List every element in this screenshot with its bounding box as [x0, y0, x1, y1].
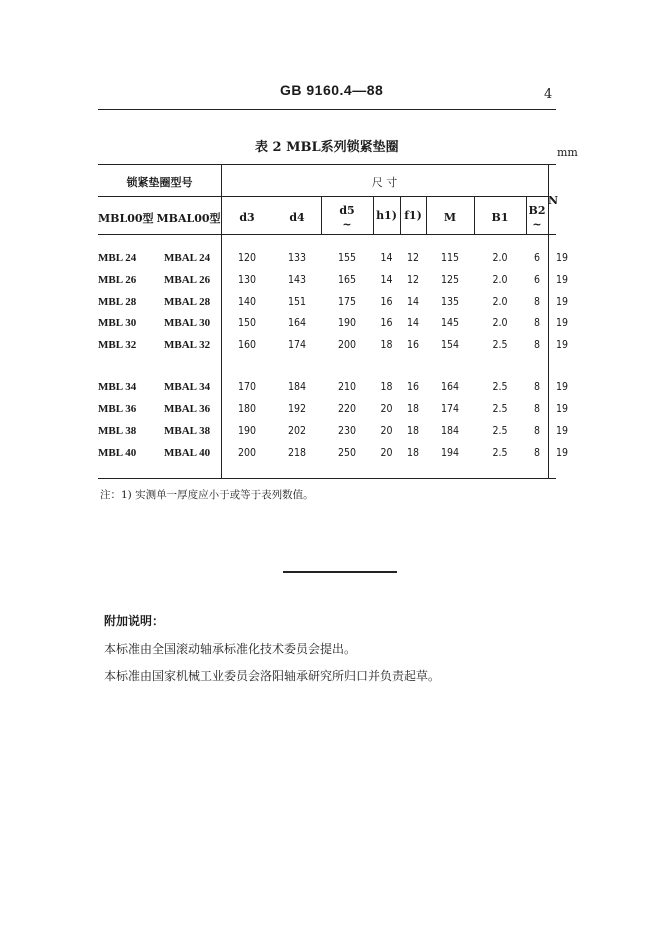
table-cell: 170	[237, 381, 257, 393]
table-cell: 190	[237, 425, 257, 437]
table-cell: 14	[380, 252, 393, 264]
table-cell: 19	[555, 339, 569, 351]
model-group-rule	[98, 196, 221, 197]
table-cell: 120	[237, 252, 257, 264]
standard-number: GB 9160.4—88	[280, 82, 384, 98]
table-cell: 20	[380, 447, 393, 459]
table-cell: 16	[406, 339, 420, 351]
table-cell: 20	[380, 425, 393, 437]
col-mbal-header: MBAL00型	[156, 212, 221, 225]
table-cell: 140	[237, 296, 257, 308]
col-M-header: M	[443, 211, 457, 224]
size-group-rule	[221, 196, 548, 197]
table-cell: MBAL 36	[164, 403, 211, 415]
table-cell: MBL 32	[98, 339, 137, 351]
col-B2-header: B2	[528, 204, 546, 217]
table-cell: 16	[380, 317, 393, 329]
table-cell: 18	[406, 403, 420, 415]
table-cell: 155	[337, 252, 357, 264]
table-cell: 145	[440, 317, 460, 329]
table-cell: 2.5	[492, 381, 508, 393]
header-rule	[98, 109, 556, 110]
table-cell: 14	[380, 274, 393, 286]
table-cell: 6	[533, 274, 540, 286]
table-cell: 8	[533, 296, 540, 308]
table-cell: 8	[533, 381, 540, 393]
table-cell: 8	[533, 425, 540, 437]
table-cell: 218	[287, 447, 307, 459]
col-f-header: f1)	[404, 209, 422, 222]
table-cell: 192	[287, 403, 307, 415]
col-B2-approx: ~	[532, 218, 542, 231]
table-cell: 175	[337, 296, 357, 308]
table-cell: 2.0	[492, 296, 508, 308]
additional-line-2: 本标准由国家机械工业委员会洛阳轴承研究所归口并负责起草。	[104, 669, 441, 683]
additional-line-1: 本标准由全国滚动轴承标准化技术委员会提出。	[104, 642, 357, 656]
table-cell: 19	[555, 317, 569, 329]
table-cell: MBL 40	[98, 447, 137, 459]
col-mbl-header: MBL00型	[98, 212, 154, 225]
table-cell: 133	[287, 252, 307, 264]
table-cell: 16	[406, 381, 420, 393]
table-cell: MBAL 38	[164, 425, 211, 437]
table-cell: MBAL 30	[164, 317, 211, 329]
header-bottom-rule	[98, 234, 556, 235]
table-cell: 6	[533, 252, 540, 264]
table-cell: 2.5	[492, 339, 508, 351]
table-cell: 200	[237, 447, 257, 459]
table-unit: mm	[557, 146, 578, 159]
col-N-header: N	[548, 194, 559, 207]
col-h-header: h1)	[376, 209, 397, 222]
table-cell: 19	[555, 252, 569, 264]
group-model-header: 锁紧垫圈型号	[126, 176, 193, 189]
table-title: 表 2 MBL系列锁紧垫圈	[255, 140, 399, 155]
table-bottom-rule	[98, 478, 556, 479]
table-cell: 8	[533, 447, 540, 459]
table-cell: 160	[237, 339, 257, 351]
table-cell: 164	[440, 381, 460, 393]
table-cell: MBL 24	[98, 252, 137, 264]
table-top-rule	[98, 164, 556, 165]
table-cell: 19	[555, 296, 569, 308]
table-cell: 2.0	[492, 252, 508, 264]
table-cell: 154	[440, 339, 460, 351]
col-B1-header: B1	[491, 211, 509, 224]
table-cell: 184	[287, 381, 307, 393]
section-divider	[283, 571, 397, 573]
table-cell: 194	[440, 447, 460, 459]
table-cell: 2.5	[492, 403, 508, 415]
table-cell: 150	[237, 317, 257, 329]
table-cell: 210	[337, 381, 357, 393]
table-cell: 8	[533, 339, 540, 351]
table-cell: 19	[555, 274, 569, 286]
table-cell: MBAL 32	[164, 339, 211, 351]
table-cell: 250	[337, 447, 357, 459]
col-d5-header: d5	[339, 204, 355, 217]
table-cell: 8	[533, 403, 540, 415]
table-cell: 12	[406, 274, 420, 286]
table-cell: MBL 36	[98, 403, 137, 415]
table-cell: MBAL 26	[164, 274, 211, 286]
table-cell: MBAL 24	[164, 252, 211, 264]
table-cell: 2.0	[492, 317, 508, 329]
table-cell: 190	[337, 317, 357, 329]
table-cell: MBL 38	[98, 425, 137, 437]
table-cell: 14	[406, 317, 420, 329]
table-cell: 2.5	[492, 425, 508, 437]
table-cell: 130	[237, 274, 257, 286]
table-cell: 16	[380, 296, 393, 308]
table-cell: MBL 28	[98, 296, 137, 308]
table-cell: 19	[555, 447, 569, 459]
table-cell: 180	[237, 403, 257, 415]
table-cell: MBL 26	[98, 274, 137, 286]
table-cell: 174	[287, 339, 307, 351]
table-cell: 230	[337, 425, 357, 437]
table-cell: 18	[380, 339, 393, 351]
page-number: 4	[544, 87, 553, 102]
table-cell: 165	[337, 274, 357, 286]
table-cell: MBAL 40	[164, 447, 211, 459]
table-cell: 19	[555, 381, 569, 393]
table-cell: 174	[440, 403, 460, 415]
table-cell: 164	[287, 317, 307, 329]
table-cell: MBL 30	[98, 317, 137, 329]
table-cell: MBAL 34	[164, 381, 211, 393]
table-cell: 151	[287, 296, 307, 308]
table-cell: 18	[406, 425, 420, 437]
table-cell: 19	[555, 425, 569, 437]
table-cell: 184	[440, 425, 460, 437]
group-size-header: 尺 寸	[371, 176, 398, 189]
table-cell: 143	[287, 274, 307, 286]
table-cell: 220	[337, 403, 357, 415]
table-cell: 14	[406, 296, 420, 308]
table-note: 注：1) 实测单一厚度应小于或等于表列数值。	[100, 489, 314, 501]
table-cell: 8	[533, 317, 540, 329]
table-cell: 115	[440, 252, 460, 264]
table-cell: MBAL 28	[164, 296, 211, 308]
table-cell: 18	[380, 381, 393, 393]
col-d3-header: d3	[239, 211, 255, 224]
table-cell: MBL 34	[98, 381, 137, 393]
additional-title: 附加说明：	[104, 614, 165, 628]
table-cell: 202	[287, 425, 307, 437]
table-cell: 135	[440, 296, 460, 308]
table-cell: 2.0	[492, 274, 508, 286]
table-cell: 200	[337, 339, 357, 351]
col-d5-approx: ~	[342, 218, 352, 231]
dimension-table	[98, 164, 569, 480]
table-cell: 2.5	[492, 447, 508, 459]
table-cell: 125	[440, 274, 460, 286]
table-cell: 18	[406, 447, 420, 459]
table-cell: 19	[555, 403, 569, 415]
col-d4-header: d4	[289, 211, 305, 224]
table-cell: 20	[380, 403, 393, 415]
table-cell: 12	[406, 252, 420, 264]
